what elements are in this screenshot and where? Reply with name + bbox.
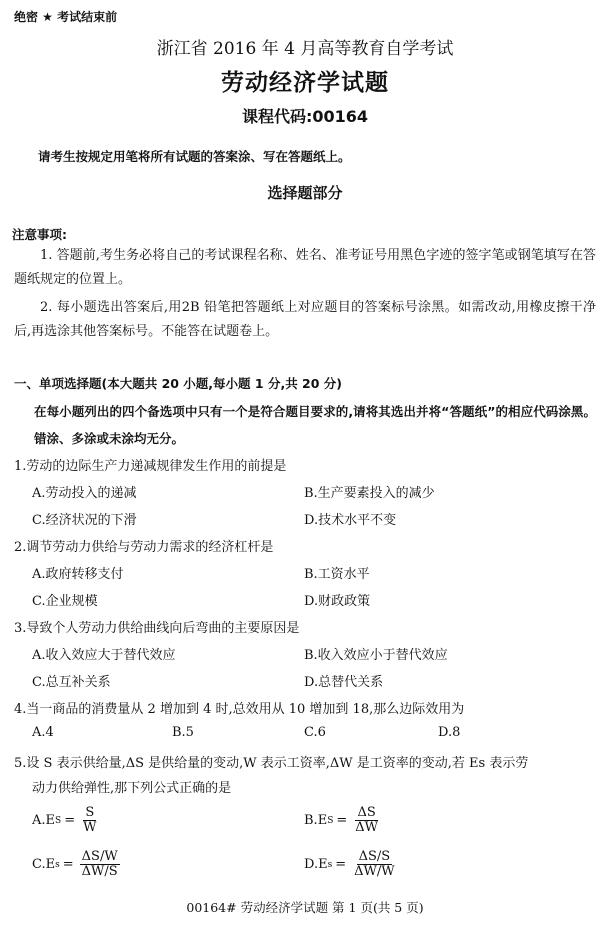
option-label: B. [304, 813, 318, 828]
fraction-numerator: ΔS/W [81, 849, 118, 864]
fraction-denominator: ΔW [355, 820, 379, 835]
elasticity-subscript: S [55, 815, 62, 826]
elasticity-subscript: s [55, 859, 60, 870]
note-item-2: 2. 每小题选出答案后,用2B 铅笔把答题纸上对应题目的答案标号涂黑。如需改动,用橡皮擦干净后,再选涂其他答案标号。不能答在试题卷上。 [14, 300, 596, 339]
question-5-stem-line-2: 动力供给弹性,那下列公式正确的是 [32, 781, 232, 796]
section-heading: 一、单项选择题(本大题共 20 小题,每小题 1 分,共 20 分) [14, 376, 343, 391]
note-item-1: 1. 答题前,考生务必将自己的考试课程名称、姓名、准考证号用黑色字迹的签字笔或钢笔填写在答题纸规定的位置上。 [14, 248, 596, 287]
option-label: C. [32, 857, 46, 872]
option-label: A. [32, 813, 46, 828]
question-2-option-d: D.财政政策 [304, 594, 371, 609]
question-1-stem: 1.劳动的边际生产力递减规律发生作用的前提是 [14, 459, 287, 474]
question-5-option-d [304, 850, 397, 879]
fraction-numerator: ΔS [357, 805, 376, 820]
question-5-option-a [32, 806, 98, 835]
page-title: 劳动经济学试题 [221, 70, 389, 96]
question-2-stem: 2.调节劳动力供给与劳动力需求的经济杠杆是 [14, 540, 274, 555]
question-5-option-b [304, 806, 380, 835]
question-3-option-a: A.收入效应大于替代效应 [32, 648, 176, 663]
question-4-stem: 4.当一商品的消费量从 2 增加到 4 时,总效用从 10 增加到 18,那么边际效用为 [14, 702, 465, 717]
question-2-option-a: A.政府转移支付 [32, 567, 124, 582]
question-3-option-d: D.总替代关系 [304, 675, 384, 690]
question-5-stem-line-1: 5.设 S 表示供给量,ΔS 是供给量的变动,W 表示工资率,ΔW 是工资率的变动,若 Es 表示劳 [14, 756, 529, 771]
equals-sign: = [335, 857, 347, 872]
page-footer: 00164# 劳动经济学试题 第 1 页(共 5 页) [186, 900, 424, 915]
fraction-numerator: ΔS/S [358, 849, 391, 864]
question-4-option-d: D.8 [438, 725, 461, 740]
question-4-option-a: A.4 [32, 725, 54, 740]
question-1-option-c: C.经济状况的下滑 [32, 513, 137, 528]
equals-sign: = [62, 857, 74, 872]
elasticity-subscript: s [327, 859, 333, 870]
equals-sign: = [336, 813, 348, 828]
notes-heading: 注意事项: [12, 227, 67, 242]
elasticity-subscript: S [327, 815, 334, 826]
question-2-option-c: C.企业规模 [32, 594, 98, 609]
answer-instruction: 请考生按规定用笔将所有试题的答案涂、写在答题纸上。 [38, 149, 351, 164]
course-code: 课程代码:00164 [241, 107, 369, 126]
exam-session-line: 浙江省 2016 年 4 月高等教育自学考试 [156, 39, 454, 59]
question-1-option-a: A.劳动投入的递减 [32, 486, 137, 501]
fraction-numerator: S [85, 805, 95, 820]
elasticity-symbol: E [45, 857, 56, 872]
fraction-denominator: ΔW/W [354, 864, 395, 879]
option-label: D. [304, 857, 319, 872]
fraction [80, 850, 120, 879]
section-instruction: 在每小题列出的四个备选项中只有一个是符合题目要求的,请将其选出并将“答题纸”的相应代码涂黑。错涂、多涂或未涂均无分。 [34, 404, 596, 446]
elasticity-symbol: E [317, 813, 328, 828]
question-5-option-c [32, 850, 120, 879]
fraction [353, 806, 380, 835]
question-4-option-c: C.6 [304, 725, 326, 740]
elasticity-symbol: E [45, 813, 56, 828]
question-3-option-c: C.总互补关系 [32, 675, 111, 690]
question-2-option-b: B.工资水平 [304, 567, 370, 582]
question-1-option-b: B.生产要素投入的减少 [304, 486, 435, 501]
part-title: 选择题部分 [267, 184, 343, 202]
fraction-denominator: ΔW/S [81, 864, 118, 879]
fraction [81, 806, 98, 835]
question-3-option-b: B.收入效应小于替代效应 [304, 648, 448, 663]
question-3-stem: 3.导致个人劳动力供给曲线向后弯曲的主要原因是 [14, 621, 300, 636]
elasticity-symbol: E [318, 857, 328, 872]
confidential-label: 绝密 ★ 考试结束前 [14, 10, 118, 24]
question-4-option-b: B.5 [172, 725, 194, 740]
question-1-option-d: D.技术水平不变 [304, 513, 397, 528]
fraction-denominator: W [83, 820, 97, 835]
fraction [352, 850, 397, 879]
equals-sign: = [64, 813, 76, 828]
